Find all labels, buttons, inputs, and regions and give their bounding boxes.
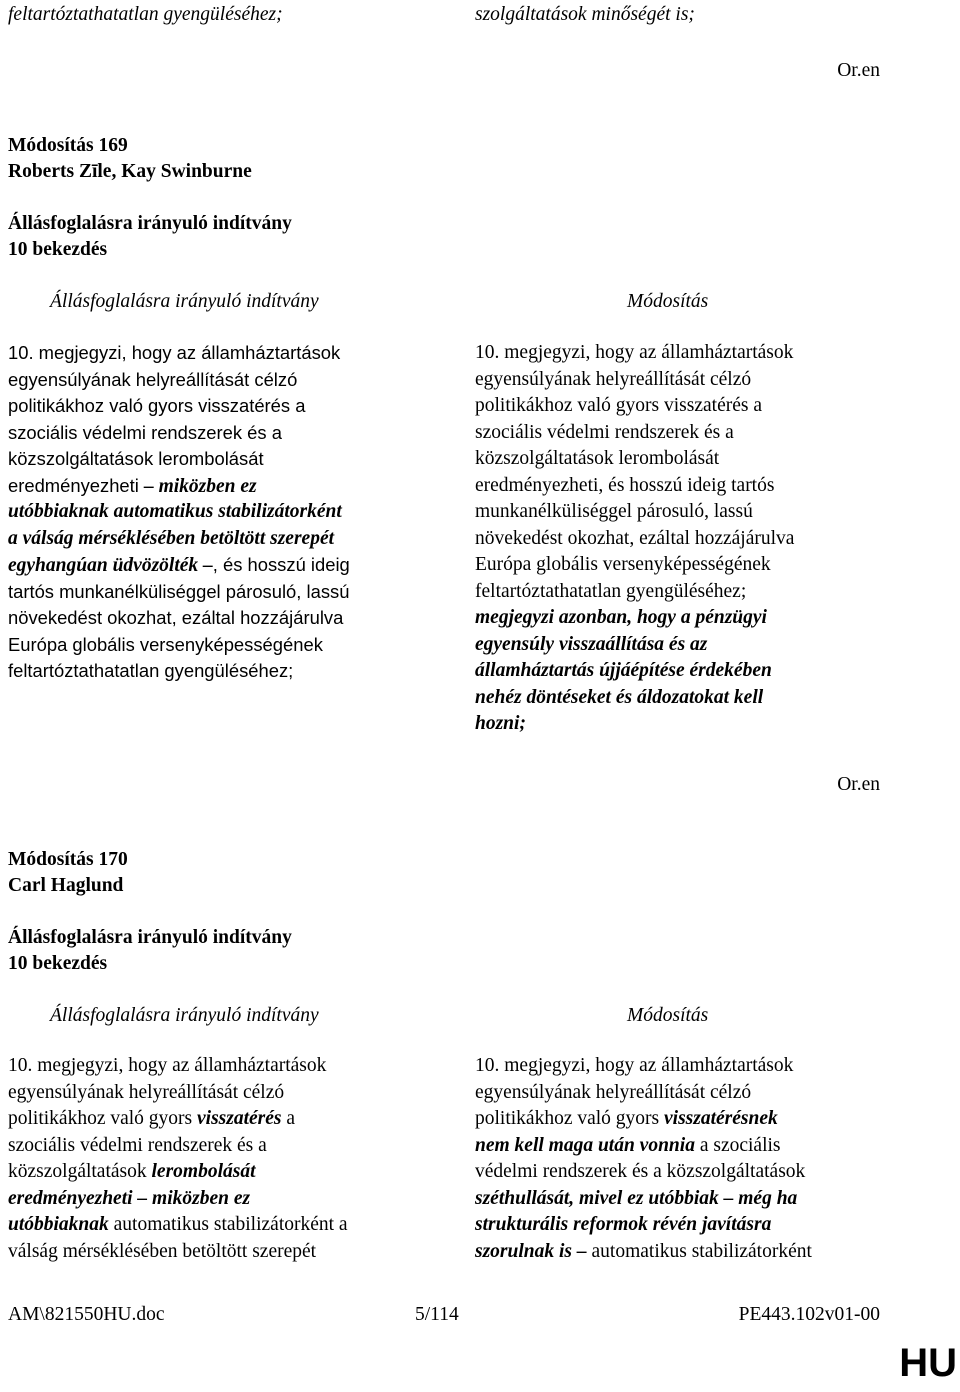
text-line	[8, 526, 334, 553]
amendment-authors: Roberts Zīle, Kay Swinburne	[8, 161, 252, 182]
text-line	[8, 1159, 256, 1186]
text-line	[475, 685, 763, 712]
emphasized-text: a válság mérséklésében betöltött szerepét	[8, 527, 335, 549]
text-line	[8, 552, 350, 580]
body-text: egyensúlyának helyreállítását célzó	[8, 1081, 285, 1103]
amendment-authors: Carl Haglund	[8, 875, 124, 896]
body-text: 10. megjegyzi, hogy az államháztartások	[475, 1055, 794, 1076]
body-text: egyensúlyának helyreállítását célzó	[475, 368, 752, 390]
prev-right-tail: szolgáltatások minőségét is;	[475, 4, 695, 25]
amendment-number: Módosítás 170	[8, 849, 128, 870]
text-line	[8, 1239, 316, 1266]
body-text: szociális védelmi rendszerek és a	[475, 421, 734, 443]
text-line	[475, 1186, 797, 1213]
footer-page-number: 5/114	[415, 1304, 459, 1325]
text-line	[8, 1186, 250, 1213]
text-line	[8, 340, 340, 368]
text-line	[475, 658, 772, 685]
footer-pe-ref: PE443.102v01-00	[738, 1304, 880, 1325]
text-line	[8, 658, 293, 686]
emphasized-text: széthullását, mivel ez utóbbiak – még ha	[475, 1187, 798, 1209]
text-line	[475, 579, 746, 606]
text-line	[8, 605, 343, 633]
text-line	[475, 1080, 751, 1107]
emphasized-text: lerombolását	[151, 1161, 256, 1182]
body-text: politikákhoz való gyors visszatérés a	[475, 395, 763, 416]
emphasized-text: államháztartás újjáépítése érdekében	[475, 660, 772, 681]
column-header-original: Állásfoglalásra irányuló indítvány	[50, 291, 319, 312]
text-line	[8, 579, 349, 607]
text-line	[475, 632, 707, 659]
body-text: tartós munkanélküliséggel párosuló, lassú	[8, 580, 350, 602]
text-line	[475, 499, 753, 526]
body-text: eredményezheti, és hosszú ideig tartós	[475, 474, 775, 496]
body-text: növekedést okozhat, ezáltal hozzájárulva	[8, 607, 344, 628]
body-text: , és hosszú ideig	[212, 554, 350, 575]
column-header-amendment: Módosítás	[627, 1005, 709, 1026]
body-text: munkanélküliséggel párosuló, lassú	[475, 501, 753, 522]
emphasized-text: utóbbiaknak	[8, 1214, 109, 1235]
body-text: növekedést okozhat, ezáltal hozzájárulva	[475, 527, 795, 549]
body-text: feltartóztathatatlan gyengüléséhez;	[475, 580, 747, 602]
footer-doc-ref: AM\821550HU.doc	[8, 1304, 165, 1325]
emphasized-text: – miközben ez	[143, 475, 257, 497]
emphasized-text: nem kell maga után vonnia	[475, 1134, 695, 1156]
paragraph-ref: 10 bekezdés	[8, 953, 108, 974]
text-line	[8, 1080, 284, 1107]
body-text: 10. megjegyzi, hogy az államháztartások	[8, 1055, 327, 1076]
body-text: szociális védelmi rendszerek és a	[8, 421, 282, 443]
emphasized-text: visszatérés	[197, 1108, 282, 1129]
text-line	[8, 1053, 326, 1080]
body-text: automatikus stabilizátorként	[586, 1240, 812, 1262]
column-header-original: Állásfoglalásra irányuló indítvány	[50, 1005, 319, 1026]
text-line	[475, 340, 793, 367]
text-line	[8, 632, 323, 660]
text-line	[475, 1212, 771, 1239]
text-line	[8, 1106, 295, 1133]
body-text: egyensúlyának helyreállítását célzó	[475, 1081, 752, 1103]
emphasized-text: szorulnak is –	[475, 1240, 587, 1262]
prev-left-tail: feltartóztathatatlan gyengüléséhez;	[8, 4, 283, 25]
body-text: feltartóztathatatlan gyengüléséhez;	[8, 660, 294, 681]
emphasized-text: utóbbiaknak automatikus stabilizátorként	[8, 501, 342, 522]
body-text: 10. megjegyzi, hogy az államháztartások	[475, 342, 794, 363]
text-line	[475, 605, 767, 632]
body-text: Európa globális versenyképességének	[475, 554, 771, 575]
emphasized-text: strukturális reformok révén javításra	[475, 1214, 772, 1235]
emphasized-text: egyensúly visszaállítása és az	[475, 633, 708, 655]
original-language-label: Or.en	[837, 60, 880, 81]
text-line	[475, 1239, 812, 1266]
text-line	[475, 1133, 781, 1160]
body-text: közszolgáltatások lerombolását	[475, 448, 720, 469]
text-line	[475, 473, 774, 500]
paragraph-ref: 10 bekezdés	[8, 239, 108, 260]
text-line	[475, 1053, 793, 1080]
document-type: Állásfoglalásra irányuló indítvány	[8, 213, 292, 234]
body-text: szociális védelmi rendszerek és a	[8, 1134, 267, 1156]
text-line	[475, 446, 719, 473]
text-line	[475, 1106, 778, 1133]
text-line	[475, 420, 734, 447]
body-text: politikákhoz való gyors	[8, 1108, 198, 1129]
body-text: a szociális	[694, 1134, 781, 1156]
emphasized-text: nehéz döntéseket és áldozatokat kell	[475, 686, 764, 708]
column-header-amendment: Módosítás	[627, 291, 709, 312]
body-text: védelmi rendszerek és a közszolgáltatások	[475, 1161, 806, 1182]
text-line	[475, 393, 762, 420]
body-text: a	[281, 1108, 296, 1129]
body-text: politikákhoz való gyors	[475, 1108, 665, 1129]
emphasized-text: visszatérésnek	[664, 1108, 778, 1129]
body-text: válság mérséklésében betöltött szerepét	[8, 1240, 317, 1262]
body-text: 10. megjegyzi, hogy az államháztartások	[8, 342, 341, 363]
text-line	[8, 473, 257, 501]
body-text: közszolgáltatások	[8, 1161, 152, 1182]
emphasized-text: egyhangúan üdvözölték –	[8, 555, 213, 576]
text-line	[8, 420, 282, 448]
emphasized-text: megjegyzi azonban, hogy a pénzügyi	[475, 607, 767, 628]
text-line	[475, 711, 526, 738]
text-line	[475, 1159, 805, 1186]
text-line	[475, 552, 771, 579]
text-line	[8, 393, 305, 421]
body-text: politikákhoz való gyors visszatérés a	[8, 395, 306, 416]
amendment-number: Módosítás 169	[8, 135, 128, 156]
text-line	[475, 526, 794, 553]
original-language-label: Or.en	[837, 774, 880, 795]
emphasized-text: hozni;	[475, 713, 526, 734]
text-line	[8, 446, 264, 474]
text-line	[8, 367, 297, 395]
text-line	[8, 499, 342, 526]
language-code: HU	[899, 1341, 957, 1385]
body-text: egyensúlyának helyreállítását célzó	[8, 368, 298, 390]
body-text: Európa globális versenyképességének	[8, 633, 323, 655]
document-type: Állásfoglalásra irányuló indítvány	[8, 927, 292, 948]
emphasized-text: eredményezheti – miközben ez	[8, 1187, 251, 1209]
body-text: eredményezheti	[8, 474, 144, 496]
text-line	[475, 367, 751, 394]
text-line	[8, 1133, 267, 1160]
body-text: automatikus stabilizátorként a	[108, 1214, 348, 1235]
text-line	[8, 1212, 348, 1239]
body-text: közszolgáltatások lerombolását	[8, 448, 264, 469]
